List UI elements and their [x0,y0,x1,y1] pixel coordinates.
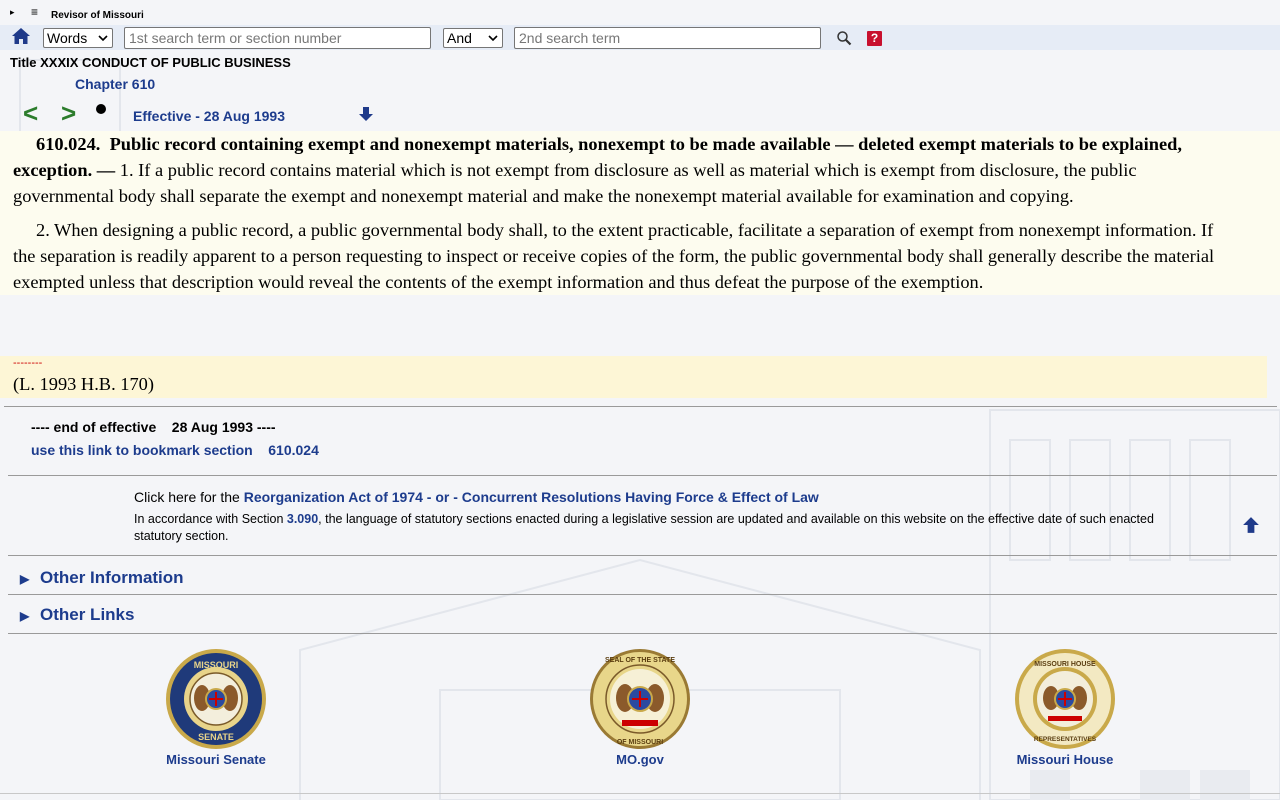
divider [0,793,1280,794]
history-divider: -------- [13,357,43,369]
arrow-down-icon[interactable] [358,106,374,122]
site-title[interactable]: Revisor of Missouri [51,10,144,21]
chevron-down-icon [488,33,498,43]
search-icon[interactable] [836,30,852,46]
section-number: 610.024. [36,134,101,154]
arrow-up-icon[interactable] [1242,516,1260,534]
missouri-state-seal-icon [589,648,691,750]
reorganization-prefix: Click here for the [134,489,244,505]
menu-icon[interactable]: ≡ [31,5,39,19]
section-navigation [23,100,423,126]
statute-paragraph-1 [0,131,1280,209]
divider [8,475,1277,476]
reorganization-act-link[interactable]: Reorganization Act of 1974 - or - Concurrent Resolutions Having Force & Effect of Law [243,489,819,505]
missouri-senate-link[interactable] [146,648,286,767]
statute-text [0,131,1280,295]
svg-text:OF MISSOURI: OF MISSOURI [616,739,664,746]
search-term-2-input[interactable]: 2nd search term [514,27,821,49]
previous-section-button[interactable]: < [23,98,39,128]
bookmark-section-link[interactable]: use this link to bookmark section 610.024 [31,442,319,458]
chapter-link[interactable]: Chapter 610 [75,76,156,92]
home-icon[interactable] [11,26,31,46]
missouri-house-link[interactable] [995,648,1135,767]
missouri-house-seal-icon [1014,648,1116,750]
expand-triangle-icon: ▶ [20,572,30,586]
expand-triangle-icon[interactable]: ▸ [10,7,15,17]
statute-paragraph-2: 2. When designing a public record, a public governmental body shall, to the extent practicable, facilitate a separation of exempt from nonexempt information. If the separation is readily apparent to a person requesting to inspect or receive copies of the form, the public governmental body shall generally describe the material exempted unless that description would reveal the contents of the exempt information and thus defeat the purpose of the exemption. [13,220,1215,292]
mo-gov-link[interactable] [570,648,710,767]
divider [8,594,1277,595]
other-links-toggle[interactable] [20,605,134,625]
other-information-toggle[interactable] [20,568,184,588]
paragraph-1-text: 1. If a public record contains material which is not exempt from disclosure as well as material which is exempt from disclosure, the public governmental body shall separate the exempt and nonexempt material and make the nonexempt material available for examination and copying. [13,160,1137,206]
search-operator-select[interactable] [443,28,503,48]
search-operator-value: And [447,30,472,46]
other-links-label: Other Links [40,605,135,624]
section-heading: Public record containing exempt and nonexempt materials, nonexempt to be made available — deleted exempt materials to be explained, exception. — [13,134,1182,180]
help-icon[interactable]: ? [867,31,882,46]
section-3090-link[interactable]: 3.090 [286,512,319,526]
mo-gov-caption: MO.gov [616,752,664,767]
svg-text:REPRESENTATIVES: REPRESENTATIVES [1033,736,1097,743]
top-bar [0,0,1280,24]
missouri-house-caption: Missouri House [1016,752,1114,767]
reorganization-line [134,489,819,505]
accordance-text: , the language of statutory sections enacted during a legislative session are updated and available on this website on the effective date of such enacted statutory section. [134,512,1154,543]
svg-text:MISSOURI: MISSOURI [193,660,239,670]
divider [8,633,1277,634]
effective-date-link[interactable]: Effective - 28 Aug 1993 [133,108,285,124]
chevron-down-icon [98,33,108,43]
svg-text:SENATE: SENATE [198,732,234,742]
svg-text:SEAL OF THE STATE: SEAL OF THE STATE [604,657,676,664]
search-type-select[interactable] [43,28,113,48]
divider [8,555,1277,556]
accordance-note [134,511,1174,545]
search-bar [0,25,1280,50]
svg-text:MISSOURI HOUSE: MISSOURI HOUSE [1034,661,1096,668]
divider [4,406,1277,407]
missouri-senate-caption: Missouri Senate [166,752,266,767]
history-citation: (L. 1993 H.B. 170) [13,374,154,394]
expand-triangle-icon: ▶ [20,609,30,623]
history-box [0,356,1267,398]
bullet-icon [96,104,106,114]
missouri-senate-seal-icon [165,648,267,750]
accordance-prefix: In accordance with Section [134,512,287,526]
end-of-effective-line: ---- end of effective 28 Aug 1993 ---- [31,419,276,435]
title-line: Title XXXIX CONDUCT OF PUBLIC BUSINESS [10,55,291,70]
other-information-label: Other Information [40,568,184,587]
search-term-1-input[interactable]: 1st search term or section number [124,27,431,49]
search-type-value: Words [47,30,88,46]
next-section-button[interactable]: > [61,98,77,128]
